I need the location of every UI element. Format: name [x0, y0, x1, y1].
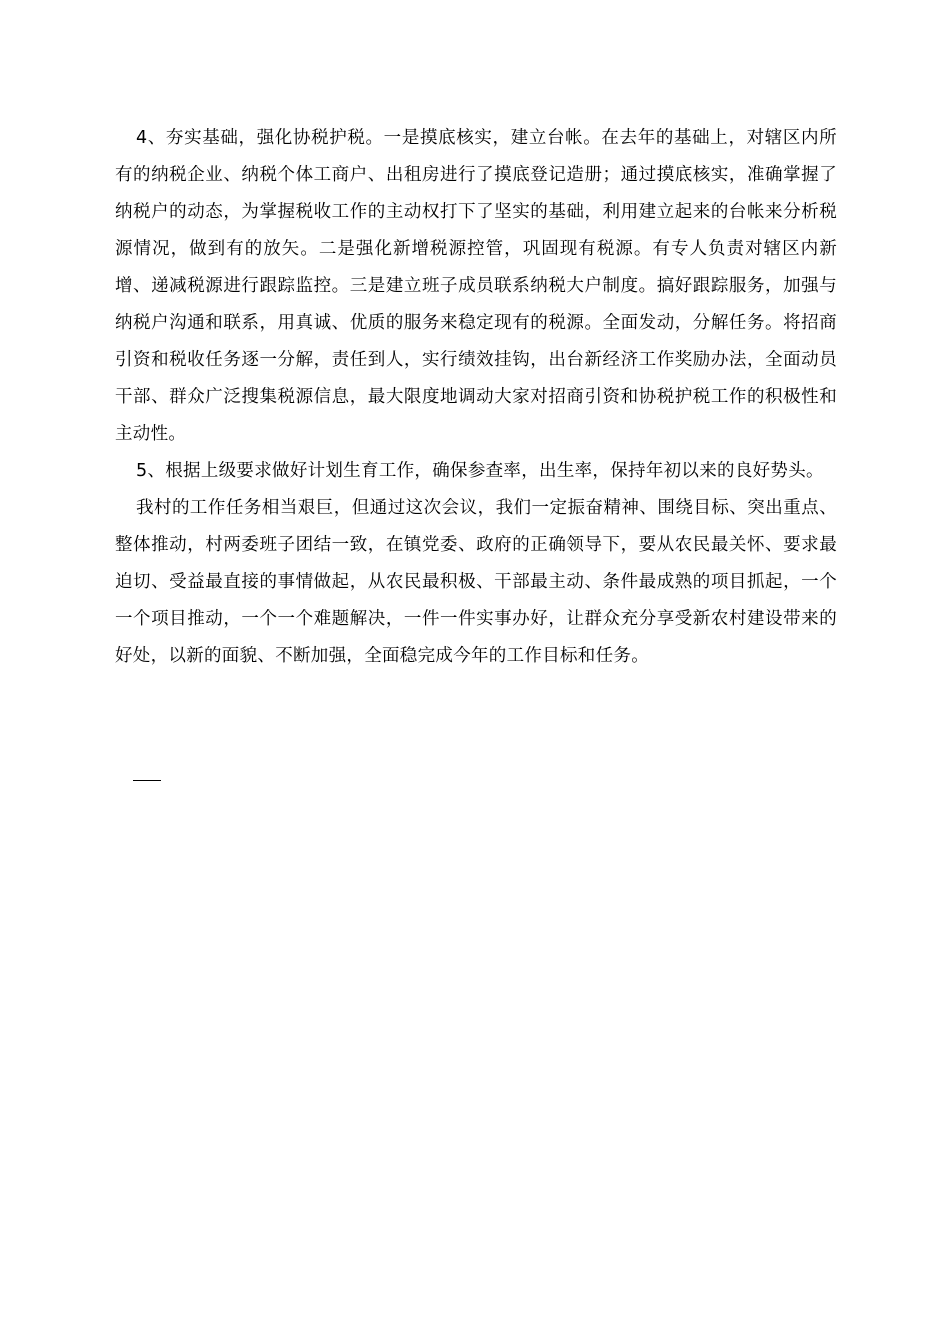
paragraph-family-planning: 5、根据上级要求做好计划生育工作，确保参查率，出生率，保持年初以来的良好势头。 [136, 461, 824, 481]
paragraph-conclusion: 我村的工作任务相当艰巨，但通过这次会议，我们一定振奋精神、围绕目标、突出重点、整体推动，村两委班子团结一致，在镇党委、政府的正确领导下，要从农民最关怀、要求最迫切、受益最直接的事情做起，从农民最积极、干部最主动、条件最成熟的项目抓起，一个一个项目推动，一个一个难题解决，一件一件实事办好，让群众充分享受新农村建设带来的好处，以新的面貌、不断加强，全面稳完成今年的工作目标和任务。 [115, 498, 837, 666]
paragraph-tax-collection: 4、夯实基础，强化协税护税。一是摸底核实，建立台帐。在去年的基础上，对辖区内所有的纳税企业、纳税个体工商户、出租房进行了摸底登记造册；通过摸底核实，准确掌握了纳税户的动态，为掌握税收工作的主动权打下了坚实的基础，利用建立起来的台帐来分析税源情况，做到有的放矢。二是强化新增税源控管，巩固现有税源。有专人负责对辖区内新增、递减税源进行跟踪监控。三是建立班子成员联系纳税大户制度。搞好跟踪服务，加强与纳税户沟通和联系，用真诚、优质的服务来稳定现有的税源。全面发动，分解任务。将招商引资和税收任务逐一分解，责任到人，实行绩效挂钩，出台新经济工作奖励办法，全面动员干部、群众广泛搜集税源信息，最大限度地调动大家对招商引资和协税护税工作的积极性和主动性。 [115, 128, 837, 444]
end-rule-divider [133, 780, 161, 781]
document-body [115, 120, 837, 675]
